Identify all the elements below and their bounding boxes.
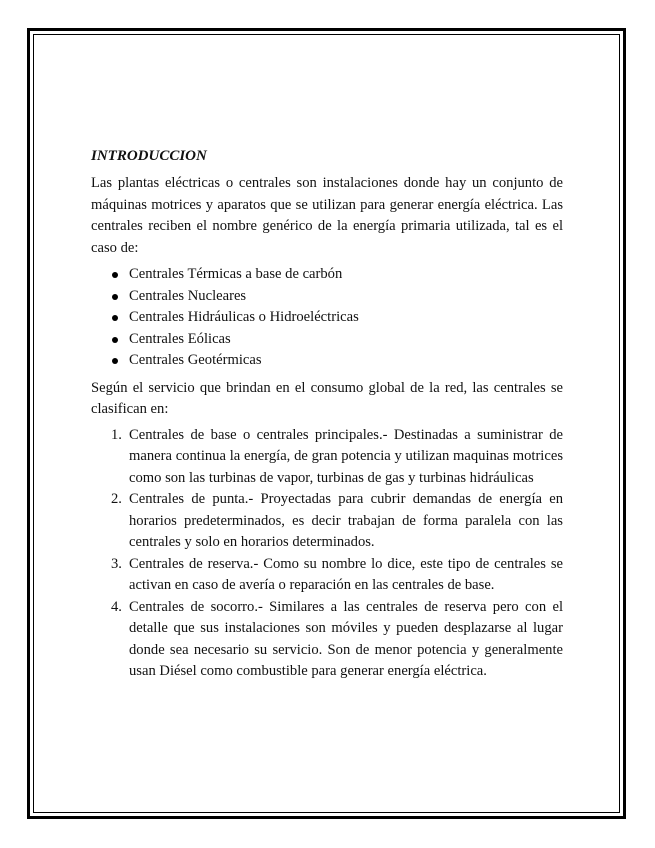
- bullet-icon: [112, 272, 118, 278]
- item-number: 1.: [111, 426, 122, 443]
- classification-list: [91, 425, 563, 683]
- list-item-geothermal: [111, 350, 563, 372]
- item-text: Centrales de base o centrales principales.- Destinadas a suministrar de manera continua la energía, de gran potencia y utilizan maquinas motrices como son las turbinas de vapor, turbinas de gas y turbinas hidráulicas: [129, 426, 563, 486]
- list-item-hydro: [111, 307, 563, 329]
- classification-item-base: [111, 425, 563, 490]
- list-item-thermal: [111, 264, 563, 286]
- list-item-label: Centrales Eólicas: [129, 330, 231, 347]
- list-item-label: Centrales Geotérmicas: [129, 352, 262, 368]
- bullet-icon: [112, 358, 118, 364]
- item-text: Centrales de reserva.- Como su nombre lo dice, este tipo de centrales se activan en caso de avería o reparación en las centrales de base.: [129, 555, 563, 593]
- item-number: 3.: [111, 555, 122, 572]
- document-body: [91, 146, 563, 683]
- list-item-label: Centrales Térmicas a base de carbón: [129, 266, 343, 282]
- list-item-label: Centrales Nucleares: [129, 287, 247, 304]
- classification-item-peak: [111, 489, 563, 554]
- power-plant-types-list: [91, 264, 563, 372]
- bullet-icon: [112, 337, 118, 343]
- item-text: Centrales de socorro.- Similares a las centrales de reserva pero con el detalle que sus instalaciones son móviles y pueden desplazarse al lugar donde sea necesario su servicio. Son de menor potencia y generalmente usan Diésel como combustible para generar energía eléctrica.: [129, 598, 563, 679]
- section-heading: INTRODUCCION: [91, 148, 207, 164]
- classification-item-emergency: [111, 597, 563, 683]
- item-text: Centrales de punta.- Proyectadas para cubrir demandas de energía en horarios predeterminados, es decir trabajan de forma paralela con las centrales y solo en horarios determinados.: [129, 491, 563, 550]
- list-item-label: Centrales Hidráulicas o Hidroeléctricas: [129, 309, 359, 325]
- item-number: 4.: [111, 598, 122, 615]
- bullet-icon: [112, 315, 118, 321]
- classification-item-reserve: [111, 554, 563, 597]
- list-item-wind: [111, 329, 563, 351]
- classification-paragraph: Según el servicio que brindan en el consumo global de la red, las centrales se clasifican en:: [91, 379, 563, 417]
- intro-paragraph: Las plantas eléctricas o centrales son instalaciones donde hay un conjunto de máquinas motrices y aparatos que se utilizan para generar energía eléctrica. Las centrales reciben el nombre genérico de la energía primaria utilizada, tal es el caso de:: [91, 175, 563, 256]
- list-item-nuclear: [111, 286, 563, 308]
- bullet-icon: [112, 294, 118, 300]
- item-number: 2.: [111, 491, 122, 507]
